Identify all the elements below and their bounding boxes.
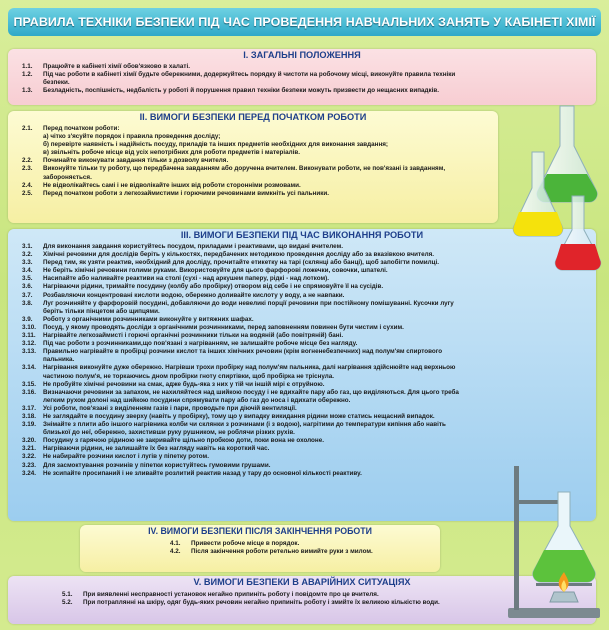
section-heading: III. ВИМОГИ БЕЗПЕКИ ПІД ЧАС ВИКОНАННЯ РОБОТИ xyxy=(180,230,424,240)
rule-text: Для засмоктування розчинів у піпетки користуйтесь гумовими грушами. xyxy=(43,461,271,469)
poster-title: ПРАВИЛА ТЕХНІКИ БЕЗПЕКИ ПІД ЧАС ПРОВЕДЕННЯ НАВЧАЛЬНИХ ЗАНЯТЬ У КАБІНЕТІ ХІМІЇ xyxy=(8,8,601,36)
rule-item xyxy=(22,133,492,141)
rule-text: Перед тим, як узяти реактив, необхідний для досліду, прочитайте етикетку на тарі (склянці або банці), щоб запобігти помилці. xyxy=(43,259,440,267)
rule-number: 3.16. xyxy=(22,388,37,396)
rule-text: Не набирайте розчини кислот і лугів у піпетку ротом. xyxy=(43,453,209,461)
section-after-work xyxy=(80,525,440,572)
rule-item xyxy=(170,548,434,556)
rule-text: Перед початком роботи: xyxy=(43,125,120,132)
rule-text: пальника. xyxy=(43,356,75,364)
rule-number: 3.22. xyxy=(22,453,37,461)
rule-number: 3.5. xyxy=(22,275,33,283)
rule-item xyxy=(22,125,492,133)
rule-text: Працюйте в кабінеті хімії обов'язково в халаті. xyxy=(43,63,190,70)
rule-number: 2.2. xyxy=(22,157,33,165)
rule-number: 3.8. xyxy=(22,299,33,307)
rule-number: 3.24. xyxy=(22,469,37,477)
rule-number: 3.21. xyxy=(22,445,37,453)
rule-item xyxy=(22,332,590,340)
rule-number: 2.3. xyxy=(22,165,33,173)
rule-text: Насипайте або наливайте реактиви на столі (сухі - над аркушем паперу, рідкі - над лотком). xyxy=(43,275,330,283)
section-heading: II. ВИМОГИ БЕЗПЕКИ ПЕРЕД ПОЧАТКОМ РОБОТИ xyxy=(139,112,367,122)
rule-text: Під час роботи в кабінеті хімії будьте обережними, додержуйтесь порядку й чистоти на робочому місці, виконуйте правила техніки xyxy=(43,71,456,79)
rule-text: Після закінчення роботи ретельно вимийте руки з милом. xyxy=(191,548,373,556)
rule-number: 3.1. xyxy=(22,243,33,250)
section-items xyxy=(8,124,498,200)
rule-item xyxy=(22,182,492,190)
rule-text: Посудину з гарячою рідиною не закривайте щільно пробкою доти, поки вона не охолоне. xyxy=(43,437,324,445)
rule-item xyxy=(22,453,590,461)
rule-text: беріть тільки пінцетом або щипцями. xyxy=(43,307,160,315)
rule-text: Нагрівайте легкозаймисті і горючі органічні розчинники тільки на водяній (або повітряній) бані. xyxy=(43,332,344,340)
rule-item xyxy=(22,413,590,421)
section-items xyxy=(8,62,596,97)
rule-text: частиною полум'я, не торкаючись дном пробірки гноту спиртівки, щоб пробірка не тріснула. xyxy=(43,372,335,380)
rule-item xyxy=(22,71,590,79)
rule-text: Привести робоче місце в порядок. xyxy=(191,540,300,547)
rule-number: 3.14. xyxy=(22,364,37,372)
rule-item xyxy=(22,364,590,372)
rule-text: а) чітко з'ясуйте порядок і правила проведення досліду; xyxy=(43,133,221,141)
section-items xyxy=(8,242,596,480)
rule-number: 4.2. xyxy=(170,548,181,556)
rule-item xyxy=(22,397,590,405)
rule-text: Визначаючи речовини за запахом, не нахиляйтеся над шийкою посуду і не вдихайте пару або газ, що виділяються. Для цього треба xyxy=(43,388,459,396)
rule-number: 4.1. xyxy=(170,540,181,547)
rule-number: 3.4. xyxy=(22,267,33,275)
rule-number: 3.11. xyxy=(22,332,36,340)
rule-text: забороняється. xyxy=(43,173,92,181)
rule-text: Не заглядайте в посудину зверху (навіть у пробірку), тому що у випадку викидання рідини може статись нещасний випадок. xyxy=(43,412,435,420)
rule-text: Під час роботи з розчинниками,що пов'язані з нагріванням, не залишайте робоче місце без нагляду. xyxy=(43,340,358,348)
rule-item xyxy=(22,381,590,389)
rule-number: 2.1. xyxy=(22,125,33,132)
rule-text: легким рухом долоні над шийкою посудини спрямувати пару або газ до носа і вдихати обережно. xyxy=(43,396,351,404)
rule-text: Роботу з органічними розчинниками виконуйте у витяжних шафах. xyxy=(43,315,254,323)
rule-text: Безладність, поспішність, недбалість у роботі й порушення правил техніки безпеки можуть призвести до нещасних випадків. xyxy=(43,87,440,95)
rule-number: 3.12. xyxy=(22,340,37,348)
rule-text: Не беріть хімічні речовини голими руками. Використовуйте для цього фарфорові ложечки, совочки, шпателі. xyxy=(43,267,388,275)
rule-number: 1.1. xyxy=(22,63,33,70)
rule-text: Виконуйте тільки ту роботу, що передбачена завданням або доручена вчителем. Виконувати роботи, не пов'язані із завданням, xyxy=(43,165,446,173)
rule-item xyxy=(22,308,590,316)
rule-item xyxy=(22,340,590,348)
rule-number: 3.17. xyxy=(22,404,37,412)
rule-number: 5.1. xyxy=(62,591,73,598)
rule-number: 3.10. xyxy=(22,323,37,331)
rule-number: 1.3. xyxy=(22,87,33,95)
rule-number: 5.2. xyxy=(62,599,73,607)
rule-number: 3.9. xyxy=(22,315,33,323)
rule-text: При виявленні несправності установок негайно припиніть роботу і повідомте про це вчителя. xyxy=(83,591,379,598)
rule-item xyxy=(22,165,492,173)
rule-number: 1.2. xyxy=(22,71,33,79)
rule-text: Для виконання завдання користуйтесь посудом, приладами і реактивами, що видані вчителем. xyxy=(43,243,343,250)
rule-number: 3.20. xyxy=(22,437,37,445)
rule-item xyxy=(22,300,590,308)
rule-number: 3.15. xyxy=(22,380,37,388)
burner-flask-stand-icon xyxy=(500,462,606,624)
rule-text: Хімічні речовини для дослідів беріть у кількостях, передбачених методикою проведення досліду або за вказівкою вчителя. xyxy=(43,251,435,259)
rule-item xyxy=(22,283,590,291)
rule-number: 3.7. xyxy=(22,291,33,299)
rule-text: Не зсипайте просипаний і не зливайте розлитий реактив назад у тару до основної кількості реактиву. xyxy=(43,469,362,477)
rule-text: Усі роботи, пов'язані з виділенням газів і пари, проводьте при діючій вентиляції. xyxy=(43,404,297,412)
rule-number: 3.3. xyxy=(22,259,33,267)
rule-item xyxy=(22,174,492,182)
rule-item xyxy=(22,63,590,71)
rule-number: 3.2. xyxy=(22,251,33,259)
rule-number: 3.13. xyxy=(22,348,37,356)
rule-number: 3.23. xyxy=(22,461,37,469)
rule-item xyxy=(22,324,590,332)
rule-item xyxy=(22,316,590,324)
rule-item xyxy=(22,389,590,397)
rule-text: При потраплянні на шкіру, одяг будь-яких речовин негайно припиніть роботу і змийте їх великою кількістю води. xyxy=(83,599,440,607)
rule-text: Розбавляючи концентровані кислоти водою, обережно доливайте кислоту у воду, а не навпаки. xyxy=(43,291,345,299)
rule-text: близької до неї, обережно, захистивши руку рушником, не роблячи різких рухів. xyxy=(43,429,295,437)
rule-text: Не відволікайтесь самі і не відволікайте інших від роботи сторонніми розмовами. xyxy=(43,181,301,189)
rule-text: безпеки. xyxy=(43,79,70,87)
rule-item xyxy=(22,87,590,95)
rule-text: Правильно нагрівайте в пробірці розчини кислот та інших хімічних речовин (крім вогненебезпечних) над полум'ям спиртового xyxy=(43,348,443,356)
rule-text: Посуд, у якому проводять досліди з органічними розчинниками, перед заповненням повинен бути чистим і сухим. xyxy=(43,323,404,331)
rule-text: б) перевірте наявність і надійність посуду, приладів та інших предметів необхідних для виконання завдання; xyxy=(43,141,389,149)
rule-text: Луг розчиняйте у фарфоровій посудині, добавляючи до води невеликі порції речовини при постійному помішуванні. Кусочки лугу xyxy=(43,299,454,307)
rule-item xyxy=(22,421,590,429)
rule-number: 3.19. xyxy=(22,421,37,429)
rule-item xyxy=(22,190,492,198)
rule-number: 3.18. xyxy=(22,412,37,420)
rule-text: Нагрівання виконуйте дуже обережно. Нагрівши трохи пробірку над полум'ям пальника, далі нагрівання здійснюйте над верхньою xyxy=(43,364,456,372)
rule-text: Нагріваючи рідини, не залишайте їх без нагляду навіть на короткий час. xyxy=(43,445,270,453)
rule-number: 2.4. xyxy=(22,181,33,189)
section-before-work xyxy=(8,111,498,223)
rule-item xyxy=(22,405,590,413)
rule-text: Починайте виконувати завдання тільки з дозволу вчителя. xyxy=(43,157,229,165)
three-flasks-icon xyxy=(502,104,606,274)
rule-item xyxy=(22,348,590,356)
rule-text: Знімайте з плити або іншого нагрівника колби чи склянки з розчинами (і з водою), нагрітими до температури кипіння або навіть xyxy=(43,421,446,429)
section-heading: I. ЗАГАЛЬНІ ПОЛОЖЕННЯ xyxy=(243,50,361,60)
rule-number: 3.6. xyxy=(22,283,33,291)
rule-number: 2.5. xyxy=(22,189,33,197)
section-heading: V. ВИМОГИ БЕЗПЕКИ В АВАРІЙНИХ СИТУАЦІЯХ xyxy=(193,577,411,587)
rule-text: в) звільніть робоче місце від усіх непотрібних для роботи предметів і матеріалів. xyxy=(43,149,301,157)
section-general xyxy=(8,49,596,105)
section-heading: IV. ВИМОГИ БЕЗПЕКИ ПІСЛЯ ЗАКІНЧЕННЯ РОБОТИ xyxy=(148,526,372,536)
rule-text: Перед початком роботи з легкозаймистими і горючими речовинами вимкніть усі пальники. xyxy=(43,189,329,197)
rule-text: Не пробуйте хімічні речовини на смак, адже будь-яка з них у тій чи іншій мірі є отруйною. xyxy=(43,380,325,388)
rule-item xyxy=(22,292,590,300)
section-items xyxy=(80,538,440,558)
rule-item xyxy=(170,540,434,548)
rule-text: Нагріваючи рідини, тримайте посудину (колбу або пробірку) отвором від себе і не спрямовуйте її на сусідів. xyxy=(43,283,384,291)
rule-item xyxy=(22,373,590,381)
